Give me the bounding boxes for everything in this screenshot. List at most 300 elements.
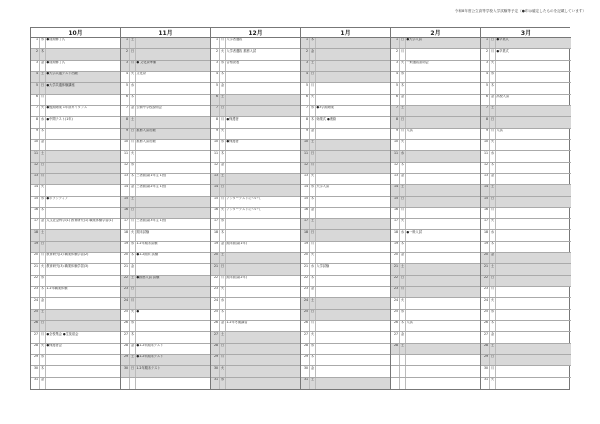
day-row xyxy=(301,140,390,151)
weekday-label: 金 xyxy=(130,264,136,274)
event-text xyxy=(136,298,210,308)
day-row xyxy=(301,208,390,219)
day-row xyxy=(31,129,120,140)
school-calendar xyxy=(30,27,570,390)
weekday-label: 木 xyxy=(130,174,136,184)
event-text xyxy=(496,117,571,127)
weekday-label: 木 xyxy=(400,242,406,252)
day-number: 27 xyxy=(391,332,400,342)
event-text xyxy=(226,355,300,365)
weekday-label: 土 xyxy=(400,264,406,274)
event-text: アンダーテストについて xyxy=(226,196,262,200)
day-number: 25 xyxy=(481,310,490,320)
weekday-label: 水 xyxy=(130,321,136,331)
weekday-label: 水 xyxy=(220,61,226,71)
day-row xyxy=(121,344,210,355)
weekday-label: 木 xyxy=(40,287,46,297)
weekday-label: 火 xyxy=(310,95,316,105)
event-text xyxy=(316,276,390,286)
event-text xyxy=(316,378,390,389)
day-number: 12 xyxy=(481,163,490,173)
event-text xyxy=(496,197,571,207)
event-text: 三者面談(1年生 1回) xyxy=(136,173,167,178)
day-number: 2 xyxy=(211,49,220,59)
event-text: 入試 xyxy=(496,128,503,132)
event-text xyxy=(316,83,390,93)
weekday-label: 木 xyxy=(490,163,496,173)
event-text xyxy=(136,38,210,48)
day-number: 15 xyxy=(481,197,490,207)
day-number: 10 xyxy=(391,140,400,150)
day-row xyxy=(31,378,120,389)
weekday-label: 金 xyxy=(490,174,496,184)
weekday-label: 日 xyxy=(130,49,136,59)
weekday-label: 水 xyxy=(490,72,496,82)
day-row xyxy=(391,264,480,275)
day-number xyxy=(121,378,130,389)
day-row xyxy=(211,83,300,94)
day-number xyxy=(391,378,400,389)
event-text xyxy=(406,366,480,376)
day-number: 20 xyxy=(301,253,310,263)
event-text xyxy=(46,355,120,365)
weekday-label: 月 xyxy=(220,197,226,207)
weekday-label: 水 xyxy=(310,185,316,195)
day-row xyxy=(301,310,390,321)
day-number: 7 xyxy=(31,106,40,116)
event-text xyxy=(316,298,390,308)
weekday-label: 月 xyxy=(220,276,226,286)
weekday-label: 木 xyxy=(220,310,226,320)
day-row xyxy=(481,117,571,128)
day-row xyxy=(481,378,571,389)
day-row xyxy=(121,117,210,128)
day-row xyxy=(481,344,571,355)
weekday-label: 月 xyxy=(490,49,496,59)
event-text xyxy=(406,208,480,218)
event-text xyxy=(316,38,390,48)
event-text xyxy=(406,264,480,274)
day-number: 3 xyxy=(301,61,310,71)
weekday-label: 日 xyxy=(400,38,406,48)
day-number: 19 xyxy=(301,242,310,252)
event-text xyxy=(496,355,571,365)
day-row xyxy=(301,61,390,72)
event-text: ●後期始業 1年部ガイダンス xyxy=(46,105,88,110)
day-row xyxy=(31,219,120,230)
event-text xyxy=(46,129,120,139)
day-row xyxy=(391,242,480,253)
day-row xyxy=(301,287,390,298)
day-row xyxy=(301,163,390,174)
day-number: 28 xyxy=(211,344,220,354)
event-text xyxy=(496,174,571,184)
day-row xyxy=(211,72,300,83)
event-text xyxy=(406,276,480,286)
day-number: 4 xyxy=(31,72,40,82)
day-number: 15 xyxy=(301,197,310,207)
event-text xyxy=(226,230,300,240)
weekday-label: 水 xyxy=(40,276,46,286)
day-number: 29 xyxy=(31,355,40,365)
day-number: 11 xyxy=(211,151,220,161)
weekday-label: 木 xyxy=(40,129,46,139)
day-number: 13 xyxy=(31,174,40,184)
weekday-label: 火 xyxy=(220,49,226,59)
event-text: ●卒業式 xyxy=(496,49,509,53)
event-text xyxy=(496,264,571,274)
day-row xyxy=(31,163,120,174)
weekday-label: 火 xyxy=(490,219,496,229)
weekday-label: 火 xyxy=(400,298,406,308)
weekday-label: 金 xyxy=(490,253,496,263)
weekday-label: 水 xyxy=(220,219,226,229)
day-row xyxy=(211,264,300,275)
weekday-label: 金 xyxy=(220,83,226,93)
weekday-label: 木 xyxy=(130,95,136,105)
day-number: 29 xyxy=(211,355,220,365)
weekday-label: 水 xyxy=(400,230,406,240)
weekday-label: 金 xyxy=(40,219,46,229)
day-row xyxy=(211,378,300,389)
day-number: 11 xyxy=(481,151,490,161)
day-row xyxy=(391,140,480,151)
day-number: 22 xyxy=(211,276,220,286)
day-row xyxy=(301,230,390,241)
event-text: 1.2年期末試験 xyxy=(136,241,158,246)
day-row xyxy=(391,106,480,117)
day-row xyxy=(31,38,120,49)
event-text xyxy=(316,355,390,365)
weekday-label: 火 xyxy=(220,287,226,297)
day-row xyxy=(301,264,390,275)
day-number: 24 xyxy=(391,298,400,308)
day-number: 27 xyxy=(301,332,310,342)
day-number: 22 xyxy=(121,276,130,286)
event-text: ●1.2期末 試験 xyxy=(136,253,159,257)
weekday-label: 火 xyxy=(490,61,496,71)
day-number: 6 xyxy=(121,95,130,105)
day-number: 20 xyxy=(481,253,490,263)
day-row xyxy=(121,197,210,208)
weekday-label: 土 xyxy=(130,276,136,286)
day-number: 16 xyxy=(301,208,310,218)
day-number: 14 xyxy=(121,185,130,195)
day-row xyxy=(211,38,300,49)
day-number: 11 xyxy=(301,151,310,161)
day-row xyxy=(31,185,120,196)
weekday-label: 日 xyxy=(130,287,136,297)
event-text xyxy=(496,242,571,252)
day-row xyxy=(121,208,210,219)
event-text: ●一般入試 xyxy=(406,230,422,234)
day-row xyxy=(301,378,390,389)
day-number: 31 xyxy=(31,378,40,389)
event-text xyxy=(316,163,390,173)
day-number: 17 xyxy=(211,219,220,229)
day-row xyxy=(121,83,210,94)
day-number: 6 xyxy=(391,95,400,105)
day-row xyxy=(301,242,390,253)
day-row xyxy=(121,366,210,377)
event-text: 高校入試 xyxy=(496,94,510,98)
day-number: 17 xyxy=(121,219,130,229)
event-text xyxy=(316,230,390,240)
month-header: 1月 xyxy=(301,28,390,38)
day-row xyxy=(481,321,571,332)
weekday-label: 月 xyxy=(40,253,46,263)
day-number: 18 xyxy=(391,230,400,240)
weekday-label: 木 xyxy=(400,163,406,173)
weekday-label: 火 xyxy=(130,230,136,240)
day-row xyxy=(391,163,480,174)
event-text xyxy=(136,163,210,173)
weekday-label: 土 xyxy=(400,106,406,116)
event-text xyxy=(496,366,571,376)
day-number: 13 xyxy=(211,174,220,184)
weekday-label: 水 xyxy=(220,298,226,308)
day-number: 2 xyxy=(31,49,40,59)
weekday-label: 水 xyxy=(130,83,136,93)
day-row xyxy=(211,95,300,106)
event-text xyxy=(46,298,120,308)
event-text xyxy=(406,163,480,173)
event-text: 推薦入試出願 xyxy=(136,128,156,132)
day-row xyxy=(481,332,571,343)
day-row xyxy=(391,253,480,264)
day-number: 23 xyxy=(211,287,220,297)
day-number: 25 xyxy=(391,310,400,320)
day-number: 14 xyxy=(481,185,490,195)
event-text: 入学試験 xyxy=(316,264,330,268)
event-text: 1.2年期末テスト xyxy=(136,366,161,370)
day-row xyxy=(31,332,120,343)
event-text: 文化祭 xyxy=(136,71,146,76)
event-text xyxy=(226,106,300,116)
weekday-label: 金 xyxy=(310,287,316,297)
day-row xyxy=(211,287,300,298)
day-number: 10 xyxy=(121,140,130,150)
event-text: 公開中学校説明会 xyxy=(136,105,162,110)
day-number: 2 xyxy=(121,49,130,59)
event-text xyxy=(226,151,300,161)
month-header: 2月 xyxy=(391,28,480,38)
weekday-label: 水 xyxy=(400,72,406,82)
day-number: 8 xyxy=(121,117,130,127)
weekday-label: 日 xyxy=(400,276,406,286)
weekday-label: 金 xyxy=(310,366,316,376)
day-number: 2 xyxy=(301,49,310,59)
weekday-label: 水 xyxy=(490,151,496,161)
day-number: 23 xyxy=(481,287,490,297)
month-header: 12月 xyxy=(211,28,300,38)
event-text: 入学者選抜 推薦入試 xyxy=(226,49,257,53)
day-row xyxy=(481,298,571,309)
day-number: 8 xyxy=(211,117,220,127)
day-row xyxy=(391,61,480,72)
month-column xyxy=(121,28,211,389)
day-number: 18 xyxy=(301,230,310,240)
event-text: ●保護者会 xyxy=(46,343,62,347)
day-row xyxy=(121,219,210,230)
day-number: 13 xyxy=(121,174,130,184)
event-text xyxy=(136,151,210,161)
day-number: 27 xyxy=(211,332,220,342)
day-number: 24 xyxy=(481,298,490,308)
day-number: 17 xyxy=(391,219,400,229)
day-row xyxy=(481,38,571,49)
day-number: 3 xyxy=(31,61,40,71)
day-number: 23 xyxy=(301,287,310,297)
event-text xyxy=(316,332,390,342)
day-number: 8 xyxy=(481,117,490,127)
weekday-label: 土 xyxy=(310,298,316,308)
event-text xyxy=(496,287,571,297)
day-number: 20 xyxy=(31,253,40,263)
event-text xyxy=(496,276,571,286)
day-number: 26 xyxy=(211,321,220,331)
weekday-label: 木 xyxy=(490,321,496,331)
day-number: 9 xyxy=(211,129,220,139)
weekday-label: 月 xyxy=(400,287,406,297)
event-text xyxy=(46,230,120,240)
weekday-label: 木 xyxy=(490,83,496,93)
weekday-label: 木 xyxy=(220,230,226,240)
event-text xyxy=(406,197,480,207)
event-text: ●前期修了式 xyxy=(46,60,66,64)
weekday-label: 水 xyxy=(40,38,46,48)
event-text xyxy=(136,83,210,93)
weekday-label: 火 xyxy=(400,61,406,71)
weekday-label: 水 xyxy=(310,344,316,354)
weekday-label: 金 xyxy=(220,321,226,331)
weekday-label: 金 xyxy=(130,344,136,354)
day-number xyxy=(391,366,400,376)
day-number: 16 xyxy=(31,208,40,218)
event-text xyxy=(406,310,480,320)
day-row xyxy=(31,106,120,117)
day-row xyxy=(211,310,300,321)
day-number: 19 xyxy=(391,242,400,252)
event-text: 入試 xyxy=(406,321,413,325)
event-text xyxy=(496,230,571,240)
day-number: 9 xyxy=(391,129,400,139)
weekday-label: 日 xyxy=(490,276,496,286)
day-row xyxy=(211,163,300,174)
event-text xyxy=(226,332,300,342)
day-row xyxy=(211,366,300,377)
day-row xyxy=(391,117,480,128)
day-row xyxy=(211,140,300,151)
event-text xyxy=(136,197,210,207)
day-number: 6 xyxy=(211,95,220,105)
event-text xyxy=(406,95,480,105)
day-number: 12 xyxy=(121,163,130,173)
weekday-label: 日 xyxy=(40,242,46,252)
day-row xyxy=(211,298,300,309)
weekday-label: 土 xyxy=(220,95,226,105)
day-number: 1 xyxy=(211,38,220,48)
day-number: 10 xyxy=(31,140,40,150)
event-text xyxy=(316,95,390,105)
weekday-label: 火 xyxy=(310,332,316,342)
weekday-label: 水 xyxy=(40,117,46,127)
event-text xyxy=(316,49,390,59)
day-row xyxy=(211,106,300,117)
day-number: 30 xyxy=(301,366,310,376)
event-text: ●保護者 xyxy=(226,117,239,121)
weekday-label: 日 xyxy=(310,230,316,240)
day-number: 23 xyxy=(121,287,130,297)
weekday-label: 木 xyxy=(40,208,46,218)
event-text xyxy=(496,298,571,308)
day-number: 30 xyxy=(481,366,490,376)
event-text xyxy=(136,49,210,59)
event-text xyxy=(316,219,390,229)
day-number: 5 xyxy=(211,83,220,93)
event-text: 教育研究(2) 職業体験学習(2) xyxy=(46,253,89,257)
day-row xyxy=(121,49,210,60)
event-text: 始業式 ●連絡 xyxy=(316,117,337,121)
event-text xyxy=(496,344,571,354)
day-number: 9 xyxy=(481,129,490,139)
day-number: 7 xyxy=(301,106,310,116)
weekday-label: 火 xyxy=(40,185,46,195)
event-text xyxy=(136,321,210,331)
event-text xyxy=(406,72,480,82)
day-row xyxy=(391,185,480,196)
day-number: 14 xyxy=(301,185,310,195)
day-number: 10 xyxy=(481,140,490,150)
day-number: 21 xyxy=(121,264,130,274)
event-text xyxy=(316,61,390,71)
event-text xyxy=(136,264,210,274)
weekday-label: 金 xyxy=(400,332,406,342)
month-column xyxy=(391,28,481,389)
weekday-label: 木 xyxy=(310,355,316,365)
day-number: 28 xyxy=(31,344,40,354)
day-row xyxy=(31,276,120,287)
day-row xyxy=(301,72,390,83)
day-number: 31 xyxy=(301,378,310,389)
day-number: 21 xyxy=(31,264,40,274)
day-number: 21 xyxy=(211,264,220,274)
day-number: 15 xyxy=(121,197,130,207)
day-number: 5 xyxy=(121,83,130,93)
day-number: 25 xyxy=(301,310,310,320)
event-text xyxy=(46,242,120,252)
day-number: 14 xyxy=(31,185,40,195)
event-text xyxy=(46,185,120,195)
event-text: ● 文化祭準備 xyxy=(136,60,157,64)
event-text xyxy=(406,378,480,389)
weekday-label: 火 xyxy=(310,174,316,184)
weekday-label: 火 xyxy=(130,72,136,82)
day-row xyxy=(121,185,210,196)
weekday-label: 金 xyxy=(40,378,46,389)
day-row xyxy=(31,174,120,185)
event-text xyxy=(136,95,210,105)
weekday-label: 月 xyxy=(310,321,316,331)
event-text xyxy=(226,129,300,139)
event-text xyxy=(226,310,300,320)
event-text xyxy=(406,83,480,93)
weekday-label: 日 xyxy=(40,321,46,331)
day-row xyxy=(301,366,390,377)
day-row xyxy=(211,276,300,287)
day-number: 10 xyxy=(211,140,220,150)
weekday-label: 日 xyxy=(220,106,226,116)
